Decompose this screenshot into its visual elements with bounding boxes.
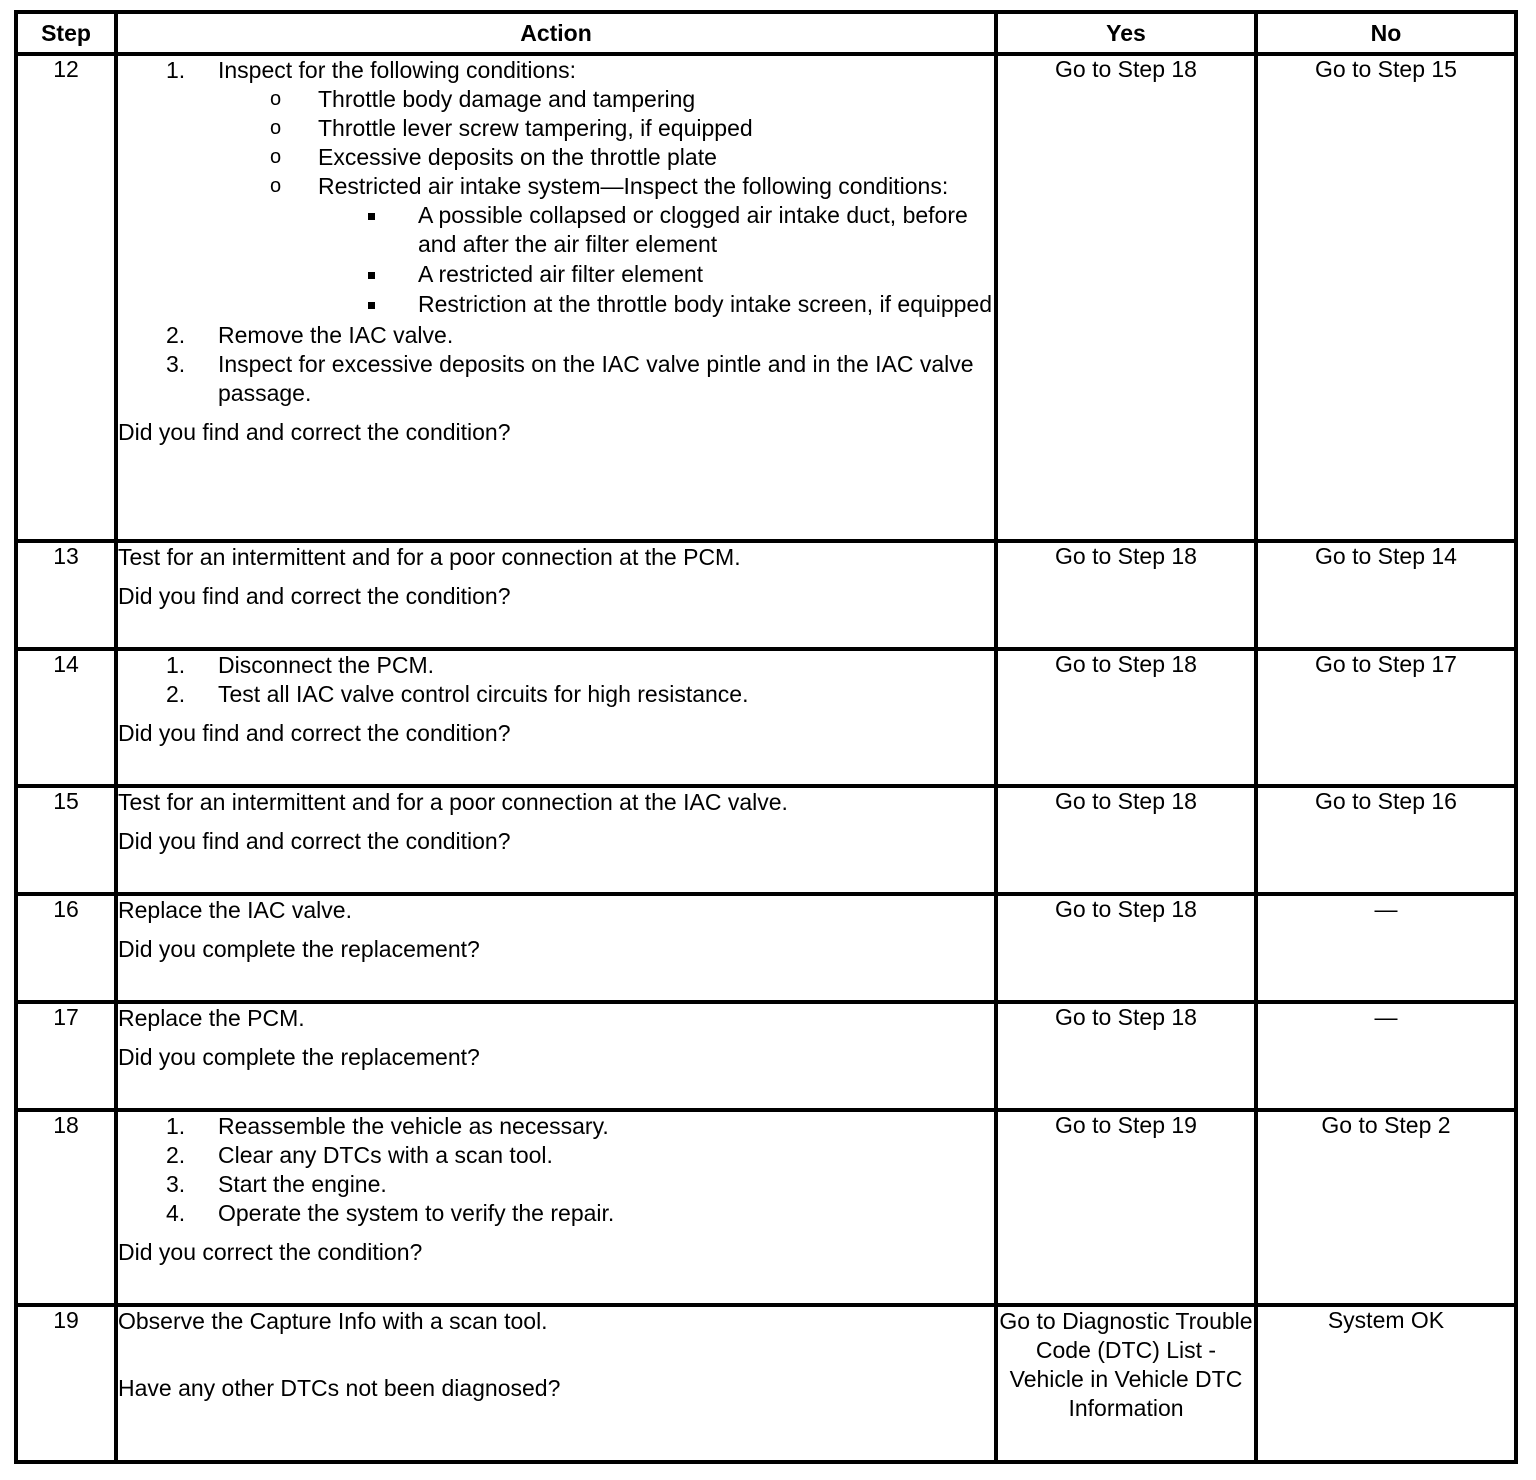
square-bullet-icon: [368, 302, 375, 309]
list-number: 3.: [166, 1171, 186, 1197]
yes-result: Go to Step 18: [996, 54, 1256, 541]
yes-result: Go to Step 18: [996, 894, 1256, 1002]
list-number: 4.: [166, 1200, 186, 1226]
table-row: [16, 1110, 1516, 1305]
action-cell: [116, 786, 996, 894]
numbered-list: [118, 651, 994, 709]
list-text: Inspect for excessive deposits on the IAC valve pintle and in the IAC valve passage.: [218, 351, 974, 406]
circle-bullet: o: [270, 88, 282, 110]
action-cell: [116, 541, 996, 649]
question-text: Did you find and correct the condition?: [118, 419, 511, 445]
circle-bullet: o: [270, 117, 282, 139]
sub-list-text: Excessive deposits on the throttle plate: [318, 144, 717, 170]
no-result: Go to Step 14: [1256, 541, 1516, 649]
list-item: [118, 651, 994, 680]
no-result: —: [1256, 1002, 1516, 1110]
list-number: 1.: [166, 652, 186, 678]
table-row: [16, 1002, 1516, 1110]
action-text: Replace the IAC valve.: [118, 897, 352, 923]
yes-result: Go to Step 18: [996, 649, 1256, 786]
action-cell: [116, 894, 996, 1002]
step-number: 19: [16, 1305, 116, 1462]
square-bullet-icon: [368, 272, 375, 279]
list-item: [118, 1112, 994, 1141]
header-step: Step: [16, 12, 116, 54]
diagnostic-table: [14, 10, 1518, 1464]
sub-list: [218, 85, 994, 319]
no-result: —: [1256, 894, 1516, 1002]
sub-sub-list-text: A possible collapsed or clogged air intake duct, before and after the air filter element: [418, 202, 968, 257]
step-number: 15: [16, 786, 116, 894]
header-row: [16, 12, 1516, 54]
list-item: [118, 56, 994, 319]
yes-result: Go to Diagnostic Trouble Code (DTC) List - Vehicle in Vehicle DTC Information: [996, 1305, 1256, 1462]
square-bullet-icon: [368, 213, 375, 220]
header-action: Action: [116, 12, 996, 54]
action-text: Observe the Capture Info with a scan tool.: [118, 1308, 548, 1334]
table-row: [16, 649, 1516, 786]
action-cell: [116, 54, 996, 541]
header-yes: Yes: [996, 12, 1256, 54]
sub-list-text: Throttle body damage and tampering: [318, 86, 696, 112]
list-number: 1.: [166, 57, 186, 83]
yes-result: Go to Step 18: [996, 1002, 1256, 1110]
no-result: Go to Step 15: [1256, 54, 1516, 541]
action-cell: [116, 1002, 996, 1110]
yes-result: Go to Step 18: [996, 541, 1256, 649]
list-text: Remove the IAC valve.: [218, 322, 454, 348]
list-number: 2.: [166, 322, 186, 348]
numbered-list: [118, 56, 994, 408]
yes-result: Go to Step 19: [996, 1110, 1256, 1305]
list-text: Test all IAC valve control circuits for high resistance.: [218, 681, 749, 707]
list-number: 2.: [166, 1142, 186, 1168]
list-text: Operate the system to verify the repair.: [218, 1200, 615, 1226]
sub-list-item: [218, 114, 994, 143]
sub-list-text: Restricted air intake system—Inspect the following conditions:: [318, 173, 949, 199]
list-number: 3.: [166, 351, 186, 377]
list-item: [118, 680, 994, 709]
list-item: [118, 1141, 994, 1170]
no-result: Go to Step 17: [1256, 649, 1516, 786]
sub-list-item: [218, 85, 994, 114]
list-item: [118, 350, 994, 408]
list-text: Start the engine.: [218, 1171, 387, 1197]
list-item: [118, 1199, 994, 1228]
sub-list-item: [218, 143, 994, 172]
sub-sub-list-text: Restriction at the throttle body intake screen, if equipped: [418, 291, 993, 317]
sub-sub-list-item: [318, 290, 994, 319]
action-cell: [116, 1305, 996, 1462]
action-cell: [116, 1110, 996, 1305]
table-row: [16, 786, 1516, 894]
table-row: [16, 541, 1516, 649]
action-text: Test for an intermittent and for a poor connection at the PCM.: [118, 544, 741, 570]
question-text: Did you correct the condition?: [118, 1239, 423, 1265]
list-item: [118, 1170, 994, 1199]
sub-sub-list-text: A restricted air filter element: [418, 261, 704, 287]
question-text: Did you find and correct the condition?: [118, 828, 511, 854]
step-number: 14: [16, 649, 116, 786]
numbered-list: [118, 1112, 994, 1228]
question-text: Did you complete the replacement?: [118, 936, 480, 962]
sub-sub-list-item: [318, 260, 994, 289]
no-result: Go to Step 16: [1256, 786, 1516, 894]
table-row: [16, 54, 1516, 541]
sub-sub-list-item: [318, 201, 994, 259]
list-text: Inspect for the following conditions:: [218, 57, 576, 83]
question-text: Did you find and correct the condition?: [118, 720, 511, 746]
action-text: Replace the PCM.: [118, 1005, 305, 1031]
list-text: Clear any DTCs with a scan tool.: [218, 1142, 553, 1168]
list-number: 1.: [166, 1113, 186, 1139]
step-number: 12: [16, 54, 116, 541]
circle-bullet: o: [270, 175, 282, 197]
sub-list-item: [218, 172, 994, 319]
yes-result: Go to Step 18: [996, 786, 1256, 894]
table-row: [16, 894, 1516, 1002]
action-text: Test for an intermittent and for a poor connection at the IAC valve.: [118, 789, 788, 815]
sub-list-text: Throttle lever screw tampering, if equipped: [318, 115, 753, 141]
step-number: 17: [16, 1002, 116, 1110]
list-text: Reassemble the vehicle as necessary.: [218, 1113, 609, 1139]
question-text: Did you complete the replacement?: [118, 1044, 480, 1070]
list-item: [118, 321, 994, 350]
action-cell: [116, 649, 996, 786]
step-number: 16: [16, 894, 116, 1002]
list-number: 2.: [166, 681, 186, 707]
circle-bullet: o: [270, 146, 282, 168]
no-result: System OK: [1256, 1305, 1516, 1462]
list-text: Disconnect the PCM.: [218, 652, 435, 678]
table-row: [16, 1305, 1516, 1462]
header-no: No: [1256, 12, 1516, 54]
no-result: Go to Step 2: [1256, 1110, 1516, 1305]
question-text: Did you find and correct the condition?: [118, 583, 511, 609]
question-text: Have any other DTCs not been diagnosed?: [118, 1375, 561, 1401]
sub-sub-list: [318, 201, 994, 319]
step-number: 18: [16, 1110, 116, 1305]
step-number: 13: [16, 541, 116, 649]
